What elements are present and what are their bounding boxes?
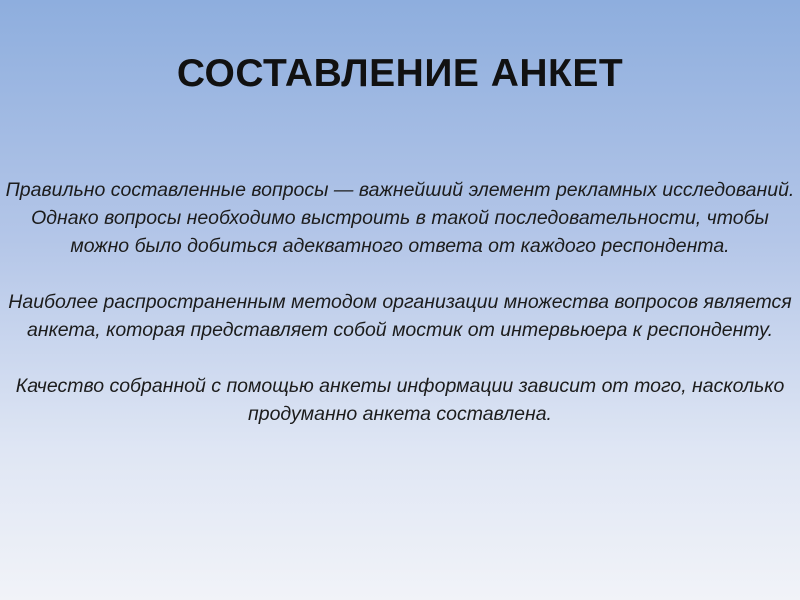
slide-body <box>4 176 796 428</box>
slide-title: СОСТАВЛЕНИЕ АНКЕТ <box>176 52 624 95</box>
paragraph-questions: Правильно составленные вопросы — важнейший элемент рекламных исследований. Однако вопросы необходимо выстроить в такой последовательности, чтобы можно было добиться адекватного ответа от каждого респондента. <box>5 179 795 257</box>
paragraph-quality: Качество собранной с помощью анкеты информации зависит от того, насколько продуманно анкета составлена. <box>15 375 785 425</box>
paragraph-questionnaire: Наиболее распространенным методом организации множества вопросов является анкета, которая представляет собой мостик от интервьюера к респонденту. <box>8 291 792 341</box>
